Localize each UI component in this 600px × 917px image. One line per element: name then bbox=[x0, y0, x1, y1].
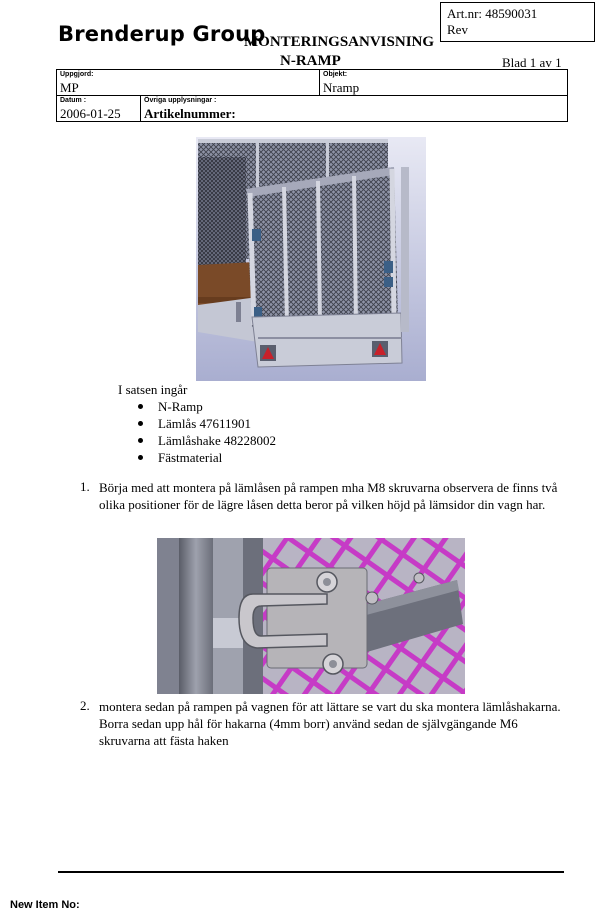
uppgjord-cell bbox=[56, 69, 320, 96]
step-1-number: 1. bbox=[80, 479, 90, 494]
artikelnummer: Artikelnummer: bbox=[144, 106, 236, 121]
trailer-ramp-illustration bbox=[196, 137, 426, 381]
kit-item: Fästmaterial bbox=[136, 449, 276, 466]
uppgjord-value: MP bbox=[60, 80, 79, 95]
objekt-value: Nramp bbox=[323, 80, 360, 95]
step-1-text: Börja med att montera på lämlåsen på rampen mha M8 skruvarna observera de finns två olika positioner för de lägre låsen detta beror på vilken höjd på lämsidor din vagn har. bbox=[99, 480, 558, 512]
trailer-ramp-image bbox=[196, 137, 426, 381]
kit-list bbox=[136, 398, 276, 466]
article-number-box bbox=[440, 2, 595, 42]
page-count: Blad 1 av 1 bbox=[502, 55, 562, 70]
document-subtitle: N-RAMP bbox=[280, 53, 341, 69]
latch-closeup-image bbox=[157, 538, 465, 694]
latch-closeup-illustration bbox=[157, 538, 465, 694]
kit-intro: I satsen ingår bbox=[118, 382, 188, 397]
datum-cell bbox=[56, 95, 141, 122]
new-item-label: New Item No: bbox=[10, 899, 80, 911]
step-2-number: 2. bbox=[80, 698, 90, 713]
kit-item: Lämlås 47611901 bbox=[136, 415, 276, 432]
uppgjord-label: Uppgjord: bbox=[60, 71, 94, 78]
kit-item: N-Ramp bbox=[136, 398, 276, 415]
document-title: MONTERINGSANVISNING bbox=[244, 34, 435, 50]
ovriga-cell bbox=[140, 95, 568, 122]
brenderup-logo: Brenderup Group bbox=[58, 22, 266, 46]
step-2-text: montera sedan på rampen på vagnen för att lättare se vart du ska montera lämlåshakarna. Borra sedan upp hål för hakarna (4mm borr) använd sedan de självgängande M6 skruvarna att fästa haken bbox=[99, 699, 561, 748]
datum-label: Datum : bbox=[60, 97, 87, 104]
objekt-cell bbox=[319, 69, 568, 96]
footer-divider bbox=[58, 871, 564, 873]
objekt-label: Objekt: bbox=[323, 71, 348, 78]
revision: Rev bbox=[447, 22, 468, 37]
kit-item: Lämlåshake 48228002 bbox=[136, 432, 276, 449]
datum-value: 2006-01-25 bbox=[60, 106, 121, 121]
article-number: Art.nr: 48590031 bbox=[447, 6, 538, 21]
ovriga-label: Övriga upplysningar : bbox=[144, 97, 217, 104]
